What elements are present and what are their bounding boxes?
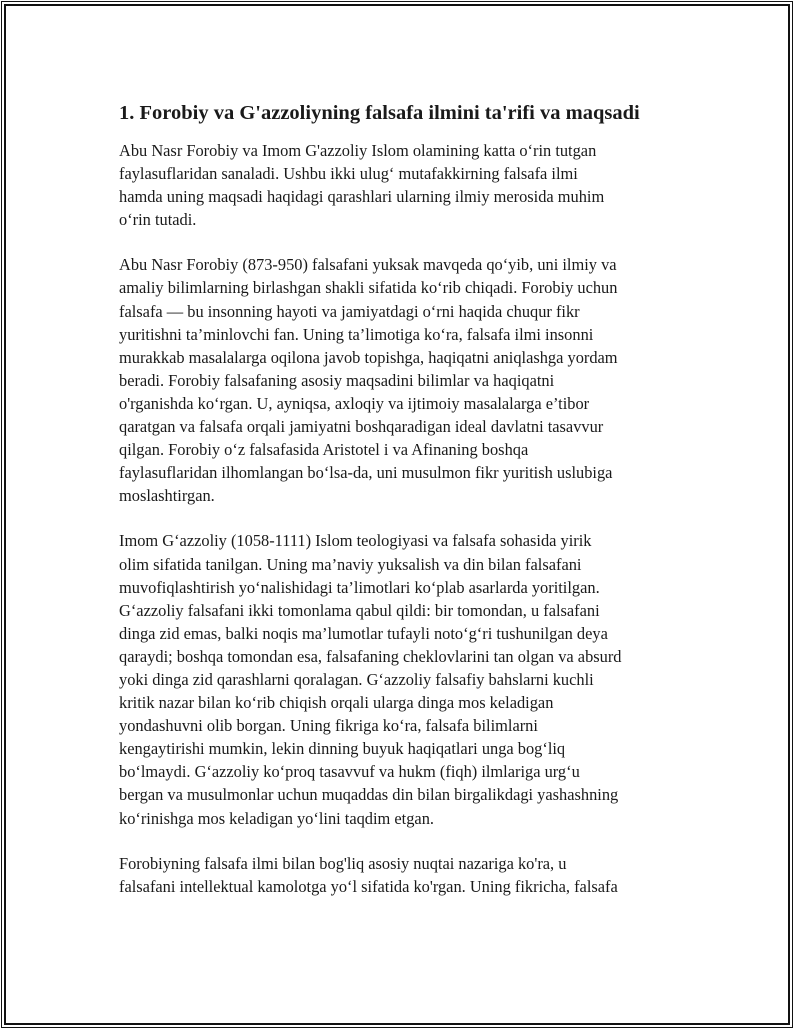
- text-line: Abu Nasr Forobiy (873-950) falsafani yuksak mavqeda qo‘yib, uni ilmiy va: [119, 255, 617, 275]
- section-heading: 1. Forobiy va G'azzoliyning falsafa ilmini ta'rifi va maqsadi: [119, 102, 640, 124]
- text-line: o‘rin tutadi.: [119, 210, 197, 230]
- text-line: beradi. Forobiy falsafaning asosiy maqsadini bilimlar va haqiqatni: [119, 370, 555, 390]
- text-line: hamda uning maqsadi haqidagi qarashlari ularning ilmiy merosida muhim: [119, 187, 605, 207]
- text-line: G‘azzoliy falsafani ikki tomonlama qabul qildi: bir tomondan, u falsafani: [119, 600, 600, 620]
- text-line: qaraydi; boshqa tomondan esa, falsafaning cheklovlarini tan olgan va absurd: [119, 646, 622, 666]
- paragraph: [119, 529, 692, 829]
- text-line: qilgan. Forobiy o‘z falsafasida Aristotel i va Afinaning boshqa: [119, 440, 529, 460]
- text-line: Forobiyning falsafa ilmi bilan bog'liq asosiy nuqtai nazariga ko'ra, u: [119, 853, 567, 873]
- text-line: Imom G‘azzoliy (1058-1111) Islom teologiyasi va falsafa sohasida yirik: [119, 531, 592, 551]
- paragraph-list: [119, 139, 692, 898]
- text-line: ko‘rinishga mos keladigan yo‘lini taqdim etgan.: [119, 808, 434, 828]
- text-line: kritik nazar bilan ko‘rib chiqish orqali ularga dinga mos keladigan: [119, 693, 554, 713]
- text-line: dinga zid emas, balki noqis ma’lumotlar tufayli noto‘g‘ri tushunilgan deya: [119, 623, 608, 643]
- text-line: falsafani intellektual kamolotga yo‘l sifatida ko'rgan. Uning fikricha, falsafa: [119, 876, 618, 896]
- text-line: qaratgan va falsafa orqali jamiyatni boshqaradigan ideal davlatni tasavvur: [119, 417, 604, 437]
- text-line: yuritishni ta’minlovchi fan. Uning ta’limotiga ko‘ra, falsafa ilmi insonni: [119, 324, 594, 344]
- paragraph: [119, 852, 692, 898]
- text-line: o'rganishda ko‘rgan. U, ayniqsa, axloqiy va ijtimoiy masalalarga e’tibor: [119, 393, 590, 413]
- text-line: olim sifatida tanilgan. Uning ma’naviy yuksalish va din bilan falsafani: [119, 554, 582, 574]
- text-line: bergan va musulmonlar uchun muqaddas din bilan birgalikdagi yashashning: [119, 785, 619, 805]
- text-line: faylasuflaridan sanaladi. Ushbu ikki ulug‘ mutafakkirning falsafa ilmi: [119, 164, 578, 184]
- text-line: yoki dinga zid qarashlarni qoralagan. G‘azzoliy falsafiy bahslarni kuchli: [119, 669, 594, 689]
- text-line: falsafa — bu insonning hayoti va jamiyatdagi o‘rni haqida chuqur fikr: [119, 301, 580, 321]
- text-line: faylasuflaridan ilhomlangan bo‘lsa-da, uni musulmon fikr yuritish uslubiga: [119, 463, 613, 483]
- text-line: moslashtirgan.: [119, 486, 215, 506]
- text-line: amaliy bilimlarning birlashgan shakli sifatida ko‘rib chiqadi. Forobiy uchun: [119, 278, 618, 298]
- text-line: bo‘lmaydi. G‘azzoliy ko‘proq tasavvuf va hukm (fiqh) ilmlariga urg‘u: [119, 762, 580, 782]
- text-line: Abu Nasr Forobiy va Imom G'azzoliy Islom olamining katta o‘rin tutgan: [119, 141, 597, 160]
- paragraph: [119, 139, 692, 231]
- document-body: [119, 100, 692, 920]
- text-line: muvofiqlashtirish yo‘nalishidagi ta’limotlari ko‘plab asarlarda yoritilgan.: [119, 577, 600, 597]
- text-line: yondashuvni olib borgan. Uning fikriga ko‘ra, falsafa bilimlarni: [119, 716, 538, 736]
- text-line: murakkab masalalarga oqilona javob topishga, haqiqatni aniqlashga yordam: [119, 347, 618, 367]
- page-frame: [4, 4, 790, 1025]
- paragraph: [119, 253, 692, 507]
- text-line: kengaytirishi mumkin, lekin dinning buyuk haqiqatlari unga bog‘liq: [119, 739, 566, 759]
